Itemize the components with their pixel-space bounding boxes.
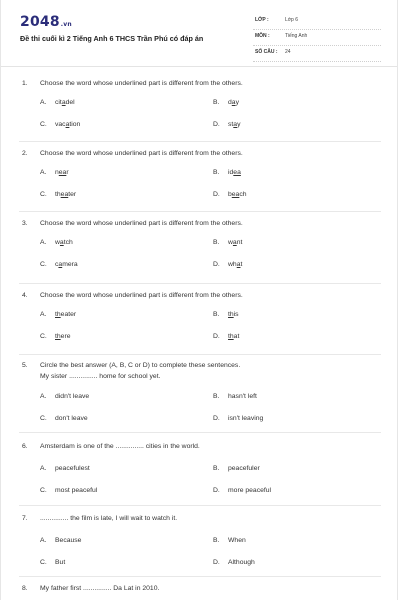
option-letter: C. [40, 333, 47, 340]
option-letter: B. [213, 465, 220, 472]
answer-option[interactable] [40, 487, 97, 494]
option-letter: C. [40, 191, 47, 198]
option-text: didn't leave [55, 393, 90, 400]
answer-option[interactable] [213, 415, 263, 422]
divider [19, 211, 381, 212]
option-text: theater [55, 311, 77, 318]
question-item [1, 585, 399, 597]
divider [19, 505, 381, 506]
option-text: beach [228, 191, 247, 198]
answer-option[interactable] [213, 537, 246, 544]
question-text: Choose the word whose underlined part is different from the others. [40, 292, 243, 299]
option-letter: D. [213, 415, 220, 422]
question-header [1, 515, 399, 527]
option-text: hasn't left [228, 393, 257, 400]
option-text: what [228, 261, 243, 268]
question-header [1, 443, 399, 455]
question-number: 3. [22, 220, 28, 227]
option-letter: D. [213, 121, 220, 128]
option-text: watch [55, 239, 73, 246]
option-letter: A. [40, 99, 47, 106]
option-text: near [55, 169, 69, 176]
question-header [1, 220, 399, 232]
underlined-part: a [58, 261, 63, 268]
underlined-part: a [232, 239, 237, 246]
option-text: citadel [55, 99, 75, 106]
option-text: don't leave [55, 415, 88, 422]
question-number: 5. [22, 362, 28, 369]
answer-option[interactable] [40, 537, 81, 544]
option-letter: A. [40, 465, 47, 472]
question-header [1, 585, 399, 597]
answer-option[interactable] [213, 121, 240, 128]
underlined-part: th [228, 311, 234, 318]
answer-option[interactable] [213, 393, 257, 400]
option-letter: A. [40, 239, 47, 246]
question-item [1, 515, 399, 566]
answer-option[interactable] [213, 99, 239, 106]
document-header [1, 0, 397, 67]
underlined-part: th [55, 311, 61, 318]
option-text: peacefulest [55, 465, 90, 472]
underlined-part: a [236, 261, 241, 268]
answer-option[interactable] [213, 311, 239, 318]
option-text: camera [55, 261, 78, 268]
divider [19, 576, 381, 577]
option-text: day [228, 99, 239, 106]
answer-option[interactable] [40, 121, 80, 128]
option-text: there [55, 333, 71, 340]
option-text: that [228, 333, 240, 340]
question-text: Choose the word whose underlined part is different from the others. [40, 220, 243, 227]
meta-value: Tiếng Anh [285, 33, 308, 39]
answer-option[interactable] [40, 191, 76, 198]
option-letter: B. [213, 239, 220, 246]
answer-option[interactable] [40, 261, 78, 268]
answer-option[interactable] [40, 415, 88, 422]
option-letter: A. [40, 393, 47, 400]
meta-info [253, 14, 381, 62]
option-letter: C. [40, 121, 47, 128]
question-text: Choose the word whose underlined part is different from the others. [40, 150, 243, 157]
answer-option[interactable] [213, 261, 242, 268]
option-text: idea [228, 169, 241, 176]
option-text: When [228, 537, 246, 544]
answer-option[interactable] [213, 239, 242, 246]
answer-option[interactable] [213, 559, 255, 566]
answer-option[interactable] [213, 487, 271, 494]
question-text-line2: My sister ............... home for school yet. [40, 373, 161, 380]
option-text: But [55, 559, 66, 566]
underlined-part: a [61, 99, 66, 106]
question-text: My father first ............... Da Lat in 2010. [40, 585, 160, 592]
meta-value: Lớp 6 [285, 17, 299, 23]
underlined-part: th [55, 333, 61, 340]
question-number: 8. [22, 585, 28, 592]
answer-option[interactable] [40, 239, 73, 246]
meta-key: SỐ CÂU : [255, 49, 278, 55]
option-text: theater [55, 191, 77, 198]
question-item [1, 443, 399, 494]
question-number: 1. [22, 80, 28, 87]
option-letter: C. [40, 559, 47, 566]
option-text: most peaceful [55, 487, 98, 494]
option-text: more peaceful [228, 487, 272, 494]
answer-option[interactable] [40, 393, 89, 400]
meta-row-count [253, 46, 381, 62]
meta-row-subject [253, 30, 381, 46]
question-number: 7. [22, 515, 28, 522]
meta-key: LỚP : [255, 17, 269, 23]
option-text: vacation [55, 121, 81, 128]
underlined-part: a [59, 239, 64, 246]
logo-suffix: .vn [60, 21, 72, 28]
option-letter: D. [213, 191, 220, 198]
answer-option[interactable] [213, 191, 247, 198]
question-text: Choose the word whose underlined part is different from the others. [40, 80, 243, 87]
question-number: 2. [22, 150, 28, 157]
answer-option[interactable] [40, 311, 76, 318]
answer-option[interactable] [40, 169, 69, 176]
option-text: peacefuler [228, 465, 260, 472]
meta-row-class [253, 14, 381, 30]
option-letter: B. [213, 169, 220, 176]
answer-option[interactable] [213, 465, 260, 472]
option-letter: D. [213, 487, 220, 494]
underlined-part: ea [58, 169, 67, 176]
question-header [1, 292, 399, 304]
option-letter: C. [40, 415, 47, 422]
option-text: this [228, 311, 239, 318]
option-letter: B. [213, 537, 220, 544]
meta-value: 24 [285, 49, 291, 55]
option-text: Although [228, 559, 255, 566]
answer-option[interactable] [40, 99, 75, 106]
option-letter: C. [40, 487, 47, 494]
divider [19, 432, 381, 433]
question-item [1, 292, 399, 340]
question-number: 6. [22, 443, 28, 450]
underlined-part: a [231, 99, 236, 106]
document-title: Đề thi cuối kì 2 Tiếng Anh 6 THCS Trần Phú có đáp án [20, 34, 204, 43]
answer-option[interactable] [40, 559, 65, 566]
question-header [1, 150, 399, 162]
option-letter: B. [213, 311, 220, 318]
site-logo[interactable] [20, 14, 72, 30]
option-letter: D. [213, 261, 220, 268]
option-letter: D. [213, 559, 220, 566]
question-text: ............... the film is late, I will wait to watch it. [40, 515, 178, 522]
meta-key: MÔN : [255, 33, 270, 39]
question-header [1, 362, 399, 380]
divider [19, 141, 381, 142]
option-text: want [228, 239, 243, 246]
option-letter: B. [213, 393, 220, 400]
question-number: 4. [22, 292, 28, 299]
answer-option[interactable] [40, 465, 90, 472]
option-letter: A. [40, 311, 47, 318]
underlined-part: ea [231, 191, 240, 198]
option-text: isn't leaving [228, 415, 264, 422]
divider [19, 283, 381, 284]
option-letter: D. [213, 333, 220, 340]
question-text: Amsterdam is one of the ............... cities in the world. [40, 443, 200, 450]
question-header [1, 80, 399, 92]
underlined-part: ea [233, 169, 241, 176]
option-letter: A. [40, 169, 47, 176]
option-text: Because [55, 537, 82, 544]
divider [19, 354, 381, 355]
answer-option[interactable] [40, 333, 71, 340]
answer-option[interactable] [213, 333, 239, 340]
underlined-part: a [233, 121, 238, 128]
question-item [1, 150, 399, 198]
logo-text: 2048 [20, 14, 60, 30]
question-item [1, 362, 399, 422]
option-letter: C. [40, 261, 47, 268]
question-item [1, 220, 399, 268]
question-item [1, 80, 399, 128]
option-letter: A. [40, 537, 47, 544]
option-text: stay [228, 121, 241, 128]
underlined-part: a [65, 121, 70, 128]
answer-option[interactable] [213, 169, 241, 176]
underlined-part: ea [60, 191, 69, 198]
underlined-part: th [228, 333, 234, 340]
option-letter: B. [213, 99, 220, 106]
question-text: Circle the best answer (A, B, C or D) to complete these sentences. [40, 362, 241, 369]
